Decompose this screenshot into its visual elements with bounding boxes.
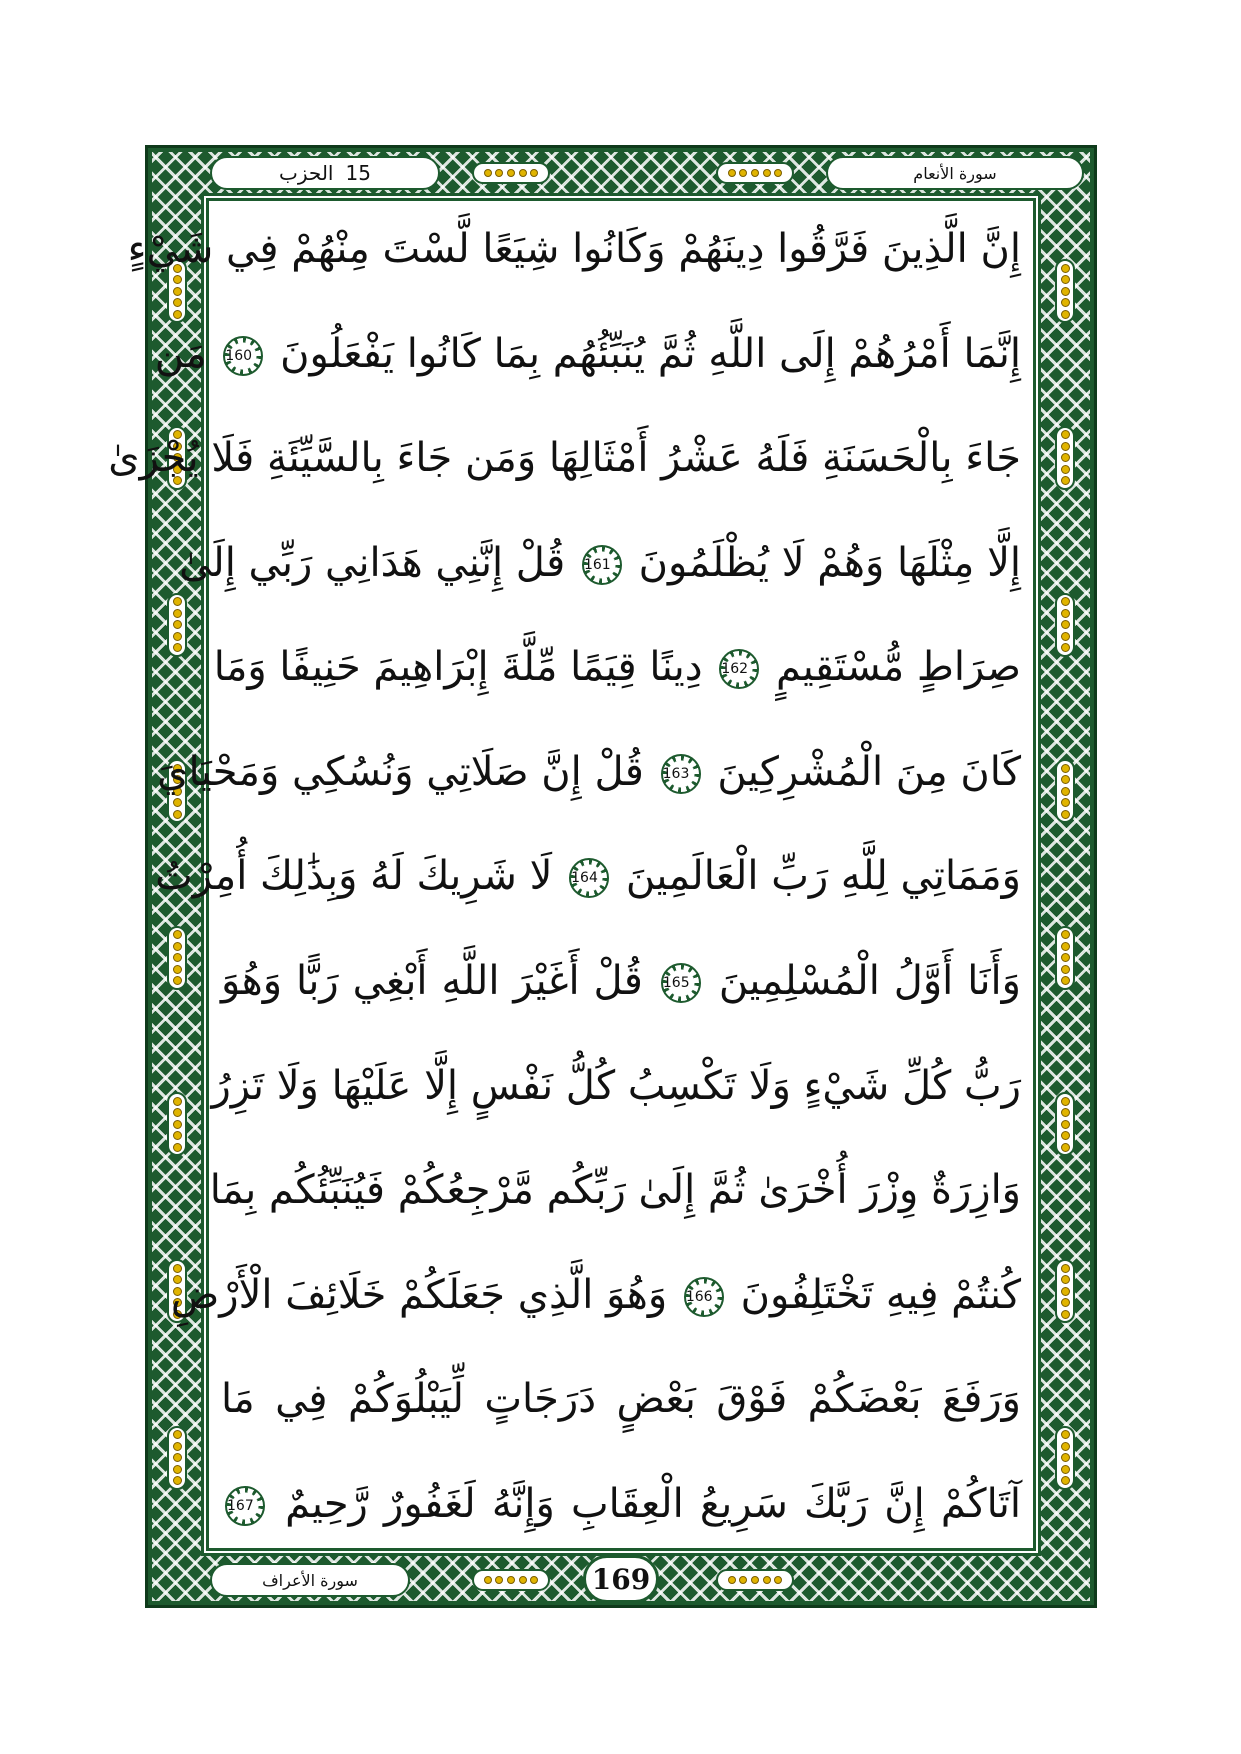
verse-line bbox=[217, 951, 1025, 1011]
verse-line bbox=[217, 1474, 1025, 1534]
header-ornament-right bbox=[716, 162, 794, 184]
next-surah-name: سورة الأعراف bbox=[262, 1570, 358, 1590]
verse-text: قُلْ أَغَيْرَ اللَّهِ أَبْغِي رَبًّا وَهُوَ bbox=[221, 958, 643, 1005]
surah-name-cartouche bbox=[826, 156, 1084, 190]
verse-text: قُلْ إِنَّنِي هَدَانِي رَبِّي إِلَىٰ bbox=[179, 539, 566, 586]
side-ornament bbox=[1055, 926, 1075, 990]
side-ornament bbox=[1055, 259, 1075, 323]
verse-text: جَاءَ بِالْحَسَنَةِ فَلَهُ عَشْرُ أَمْثَالِهَا وَمَن جَاءَ بِالسَّيِّئَةِ فَلَا يُجْزَىٰ bbox=[108, 435, 1021, 482]
verse-text: رَبُّ كُلِّ شَيْءٍ وَلَا تَكْسِبُ كُلُّ نَفْسٍ إِلَّا عَلَيْهَا وَلَا تَزِرُ bbox=[211, 1062, 1021, 1109]
ayah-number-marker: 166 bbox=[684, 1277, 724, 1317]
ayah-number-marker: 162 bbox=[719, 649, 759, 689]
page-number: 169 bbox=[591, 1562, 651, 1596]
verse-line bbox=[217, 1369, 1025, 1429]
verse-text: وَرَفَعَ بَعْضَكُمْ فَوْقَ بَعْضٍ دَرَجَاتٍ لِّيَبْلُوَكُمْ فِي مَا bbox=[221, 1376, 1021, 1423]
header-ornament-left bbox=[472, 162, 550, 184]
side-ornament bbox=[1055, 1426, 1075, 1490]
verse-text: وَازِرَةٌ وِزْرَ أُخْرَىٰ ثُمَّ إِلَىٰ رَبِّكُم مَّرْجِعُكُمْ فَيُنَبِّئُكُم بِمَا bbox=[209, 1167, 1021, 1214]
ayah-number-marker: 164 bbox=[569, 858, 609, 898]
verse-text: وَهُوَ الَّذِي جَعَلَكُمْ خَلَائِفَ الْأَرْضِ bbox=[170, 1271, 668, 1318]
verse-text: مَن bbox=[154, 330, 207, 377]
side-ornament bbox=[1055, 1092, 1075, 1156]
ayah-number-marker: 167 bbox=[225, 1486, 265, 1526]
verse-text: كَانَ مِنَ الْمُشْرِكِينَ bbox=[717, 748, 1021, 795]
footer-ornament-left bbox=[472, 1569, 550, 1591]
verse-line bbox=[155, 846, 1025, 906]
mushaf-page bbox=[108, 145, 1097, 1608]
surah-name: سورة الأنعام bbox=[913, 163, 997, 183]
hizb-number: 15 bbox=[345, 161, 371, 185]
hizb-cartouche bbox=[210, 156, 440, 190]
verse-text: كُنتُمْ فِيهِ تَخْتَلِفُونَ bbox=[740, 1271, 1021, 1318]
side-ornament bbox=[1055, 426, 1075, 490]
right-side-ornaments bbox=[1048, 208, 1082, 1541]
side-ornament bbox=[167, 1092, 187, 1156]
side-ornament bbox=[1055, 1259, 1075, 1323]
verse-text: وَأَنَا أَوَّلُ الْمُسْلِمِينَ bbox=[718, 958, 1021, 1005]
verse-text: إِنَّمَا أَمْرُهُمْ إِلَى اللَّهِ ثُمَّ يُنَبِّئُهُم بِمَا كَانُوا يَفْعَلُونَ bbox=[280, 330, 1021, 377]
verse-text: وَمَمَاتِي لِلَّهِ رَبِّ الْعَالَمِينَ bbox=[625, 853, 1021, 900]
verse-line bbox=[154, 324, 1025, 384]
footer-ornament-right bbox=[716, 1569, 794, 1591]
verse-line bbox=[170, 1265, 1025, 1325]
verse-line bbox=[179, 533, 1025, 593]
hizb-label: الحزب bbox=[279, 161, 334, 185]
ayah-number-marker: 165 bbox=[661, 963, 701, 1003]
verse-text: آتَاكُمْ إِنَّ رَبَّكَ سَرِيعُ الْعِقَابِ وَإِنَّهُ لَغَفُورٌ رَّحِيمٌ bbox=[285, 1480, 1021, 1527]
verse-line bbox=[213, 637, 1025, 697]
side-ornament bbox=[167, 593, 187, 657]
ayah-number-marker: 161 bbox=[582, 545, 622, 585]
next-surah-cartouche bbox=[210, 1563, 410, 1597]
verse-text: دِينًا قِيَمًا مِّلَّةَ إِبْرَاهِيمَ حَنِيفًا وَمَا bbox=[213, 644, 703, 691]
ayah-number-marker: 163 bbox=[661, 754, 701, 794]
side-ornament bbox=[167, 926, 187, 990]
verse-text: إِنَّ الَّذِينَ فَرَّقُوا دِينَهُمْ وَكَانُوا شِيَعًا لَّسْتَ مِنْهُمْ فِي شَيْءٍ bbox=[127, 226, 1021, 272]
verse-line bbox=[211, 1056, 1025, 1116]
verse-line bbox=[108, 428, 1025, 488]
verse-text-body bbox=[108, 205, 1025, 1544]
text-frame bbox=[108, 198, 1036, 1551]
side-ornament bbox=[167, 1426, 187, 1490]
verse-text: قُلْ إِنَّ صَلَاتِي وَنُسُكِي وَمَحْيَايَ bbox=[157, 748, 644, 795]
verse-text: صِرَاطٍ مُّسْتَقِيمٍ bbox=[776, 644, 1021, 691]
verse-line bbox=[127, 219, 1025, 279]
verse-text: لَا شَرِيكَ لَهُ وَبِذَٰلِكَ أُمِرْتُ bbox=[155, 853, 553, 900]
verse-line bbox=[209, 1160, 1025, 1220]
page-number-medallion bbox=[583, 1555, 659, 1603]
side-ornament bbox=[1055, 593, 1075, 657]
ayah-number-marker: 160 bbox=[223, 336, 263, 376]
verse-line bbox=[157, 742, 1025, 802]
side-ornament bbox=[1055, 759, 1075, 823]
verse-text: إِلَّا مِثْلَهَا وَهُمْ لَا يُظْلَمُونَ bbox=[638, 539, 1021, 586]
